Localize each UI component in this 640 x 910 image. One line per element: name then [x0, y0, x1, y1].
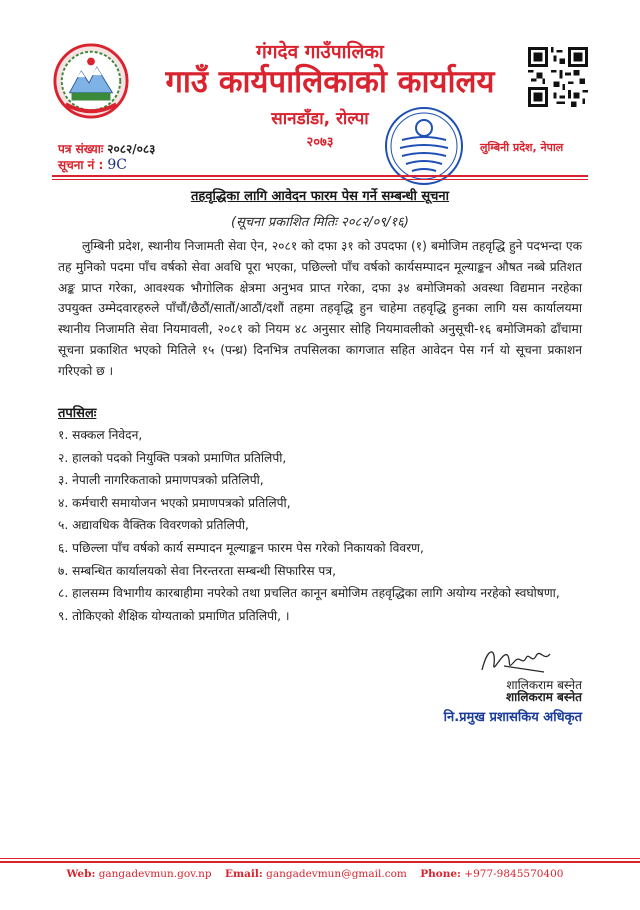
- office-title: गाउँ कार्यपालिकाको कार्यालय: [165, 64, 495, 100]
- footer-divider-thick: [0, 861, 640, 863]
- signer-name-stamp: शालिकराम बस्नेत: [505, 690, 582, 704]
- document-list: [58, 424, 588, 627]
- list-item: ८. हालसम्म विभागीय कारबाहीमा नपरेको तथा प्रचलित कानून बमोजिम तहवृद्धिका लागि अयोग्य नरहेको स्वघोषणा,: [58, 586, 560, 601]
- footer-divider: [0, 858, 640, 859]
- notice-number: सूचना नं : 9C: [58, 157, 127, 173]
- office-address: सानडाँडा, रोल्पा: [271, 109, 369, 129]
- footer-contact: Web: gangadevmun.gov.np Email: gangadevmun@gmail.com Phone: +977-9845570400: [66, 868, 564, 880]
- list-item: ३. नेपाली नागरिकताको प्रमाणपत्रको प्रतिलिपी,: [58, 473, 264, 488]
- header-divider: [52, 175, 588, 177]
- established-year: २०७३: [306, 135, 334, 150]
- phone-number[interactable]: +977-9845570400: [464, 868, 564, 880]
- signer-designation: नि.प्रमुख प्रशासकिय अधिकृत: [443, 710, 582, 725]
- publication-date: (सूचना प्रकाशित मितिः २०८२/०९/१६): [231, 215, 409, 230]
- list-item: ५. अद्यावधिक वैक्तिक विवरणको प्रतिलिपी,: [58, 518, 249, 533]
- email-link[interactable]: gangadevmun@gmail.com: [266, 868, 407, 880]
- province-name: लुम्बिनी प्रदेश, नेपाल: [480, 141, 564, 154]
- list-item: ६. पछिल्ला पाँच वर्षको कार्य सम्पादन मूल्याङ्कन फारम पेस गरेको निकायको विवरण,: [58, 540, 424, 555]
- details-heading: तपसिलः: [58, 406, 97, 421]
- notice-subject: तहवृद्धिका लागि आवेदन फारम पेस गर्ने सम्बन्धी सूचना: [190, 189, 450, 204]
- list-item: ९. तोकिएको शैक्षिक योग्यताको प्रमाणित प्रतिलिपी, ।: [58, 608, 290, 623]
- municipality-name: गंगदेव गाउँपालिका: [256, 41, 384, 63]
- signer-name: शालिकराम बस्नेत: [506, 678, 582, 692]
- reference-number: पत्र संख्याः २०८२/०८३: [58, 142, 156, 156]
- qr-code-icon: [528, 46, 588, 108]
- list-item: १. सक्कल निवेदन,: [58, 428, 143, 442]
- header-divider-thin: [52, 179, 588, 180]
- notice-body: लुम्बिनी प्रदेश, स्थानीय निजामती सेवा ऐन, २०८१ को दफा ३१ को उपदफा (१) बमोजिम तहवृद्धि हुने पदभन्दा एक तह मुनिको पदमा पाँच वर्षको सेवा अवधि पूरा भएका, पछिल्लो पाँच वर्षको कार्यसम्पादन मूल्याङ्कन औषत नब्बे प्रतिशत अङ्क प्राप्त गरेका, आवश्यक भौगोलिक क्षेत्रमा अनुभव प्राप्त गरेका, दफा ३४ बमोजिमको अवस्था विद्यमान नरहेका उपयुक्त उम्मेदवारहरुले पाँचौं/छैठौं/सातौं/आठौं/दशौं तहमा तहवृद्धि हुन चाहेमा तहवृद्धि हुनका लागि यस कार्यालयमा स्थानीय निजामति सेवा नियमावली, २०८१ को नियम ४८ अनुसार सोहि नियमावलीको अनुसूची-१६ बमोजिमको ढाँचामा सूचना प्रकाशित भएको मितिले १५ (पन्ध्र) दिनभित्र तपसिलका कागजात सहित आवेदन पेस गर्न यो सूचना प्रकाशन गरिएको छ ।: [58, 239, 582, 378]
- list-item: २. हालको पदको नियुक्ति पत्रको प्रमाणित प्रतिलिपी,: [58, 450, 287, 465]
- list-item: ४. कर्मचारी समायोजन भएको प्रमाणपत्रको प्रतिलिपी,: [58, 495, 291, 510]
- website-link[interactable]: gangadevmun.gov.np: [98, 868, 212, 880]
- list-item: ७. सम्बन्धित कार्यालयको सेवा निरन्तरता सम्बन्धी सिफारिस पत्र,: [58, 563, 336, 578]
